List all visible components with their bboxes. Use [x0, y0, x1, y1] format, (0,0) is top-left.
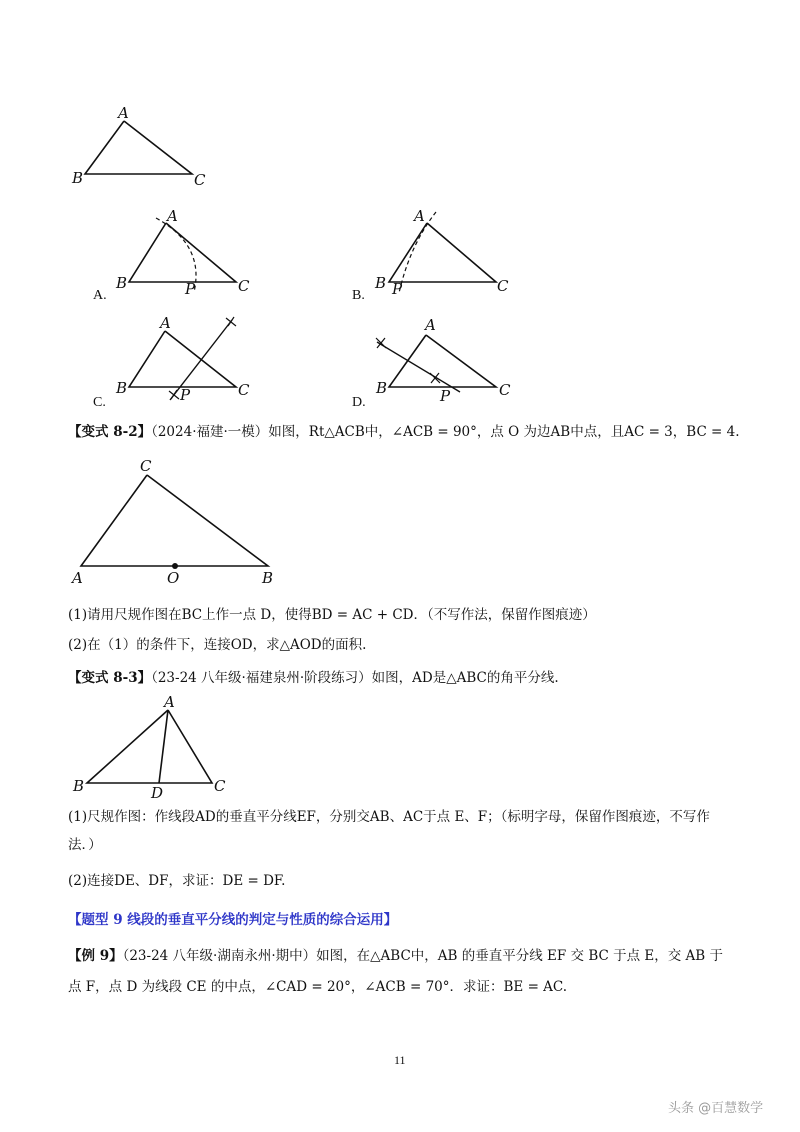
example-9-text: （23-24 八年级·湖南永州·期中）如图，在△ABC中，AB 的垂直平分线 EF 交 BC 于点 E，交 AB 于	[122, 948, 724, 964]
variant-8-3-title: 【变式 8-3】	[68, 670, 152, 686]
label-a: A	[160, 314, 171, 332]
label-a: A	[425, 316, 436, 334]
label-p: P	[440, 387, 451, 405]
variant-8-2-question-1: (1)请用尺规作图在BC上作一点 D，使得BD = AC + CD．（不写作法，保留作图痕迹）	[68, 607, 596, 623]
topic-9-heading: 【题型 9 线段的垂直平分线的判定与性质的综合运用】	[68, 912, 398, 928]
variant-8-3-question-1-line-2: 法．）	[68, 837, 102, 853]
label-p: P	[180, 386, 191, 404]
label-a: A	[72, 569, 83, 587]
variant-8-2-question-2: (2)在（1）的条件下，连接OD，求△AOD的面积.	[68, 637, 367, 653]
option-letter: D.	[352, 395, 366, 410]
option-letter: C.	[93, 395, 106, 410]
label-b: B	[73, 777, 85, 795]
option-letter: A.	[93, 288, 107, 303]
label-a: A	[167, 207, 178, 225]
label-p: P	[392, 280, 403, 298]
label-c: C	[214, 777, 226, 795]
angle-bisector-ad	[159, 710, 168, 783]
example-9-title: 【例 9】	[68, 948, 123, 964]
label-b: B	[375, 274, 387, 292]
label-p: P	[185, 280, 196, 298]
label-a: A	[118, 104, 129, 122]
label-c: C	[497, 277, 509, 295]
option-letter: B.	[352, 288, 365, 303]
label-b: B	[116, 379, 128, 397]
variant-8-3-text: （23-24 八年级·福建泉州·阶段练习）如图，AD是△ABC的角平分线.	[151, 670, 559, 686]
page-number: 11	[394, 1053, 406, 1067]
label-o: O	[167, 569, 180, 587]
label-d: D	[151, 784, 164, 802]
label-c: C	[140, 457, 152, 475]
triangle-abc	[87, 710, 212, 783]
label-b: B	[376, 379, 388, 397]
label-b: B	[72, 169, 84, 187]
label-c: C	[238, 381, 250, 399]
watermark: 头条 @百慧数学	[668, 1101, 764, 1116]
label-a: A	[164, 693, 175, 711]
label-c: C	[499, 381, 511, 399]
label-c: C	[194, 171, 206, 189]
example-9-line-2: 点 F，点 D 为线段 CE 的中点，∠CAD = 20°，∠ACB = 70°．求证：BE = AC.	[68, 979, 568, 995]
variant-8-2-title: 【变式 8-2】	[68, 424, 152, 440]
variant-8-3-question-1-line-1: (1)尺规作图：作线段AD的垂直平分线EF，分别交AB、AC于点 E、F；（标明字母，保留作图痕迹，不写作	[68, 809, 710, 825]
label-b: B	[262, 569, 274, 587]
example-9-line-1	[68, 945, 723, 967]
variant-8-2-text: （2024·福建·一模）如图，Rt△ACB中，∠ACB = 90°，点 O 为边AB中点，且AC = 3，BC = 4.	[151, 424, 740, 440]
label-a: A	[414, 207, 425, 225]
variant-8-3-question-2: (2)连接DE、DF，求证：DE = DF.	[68, 873, 286, 889]
label-c: C	[238, 277, 250, 295]
label-b: B	[116, 274, 128, 292]
